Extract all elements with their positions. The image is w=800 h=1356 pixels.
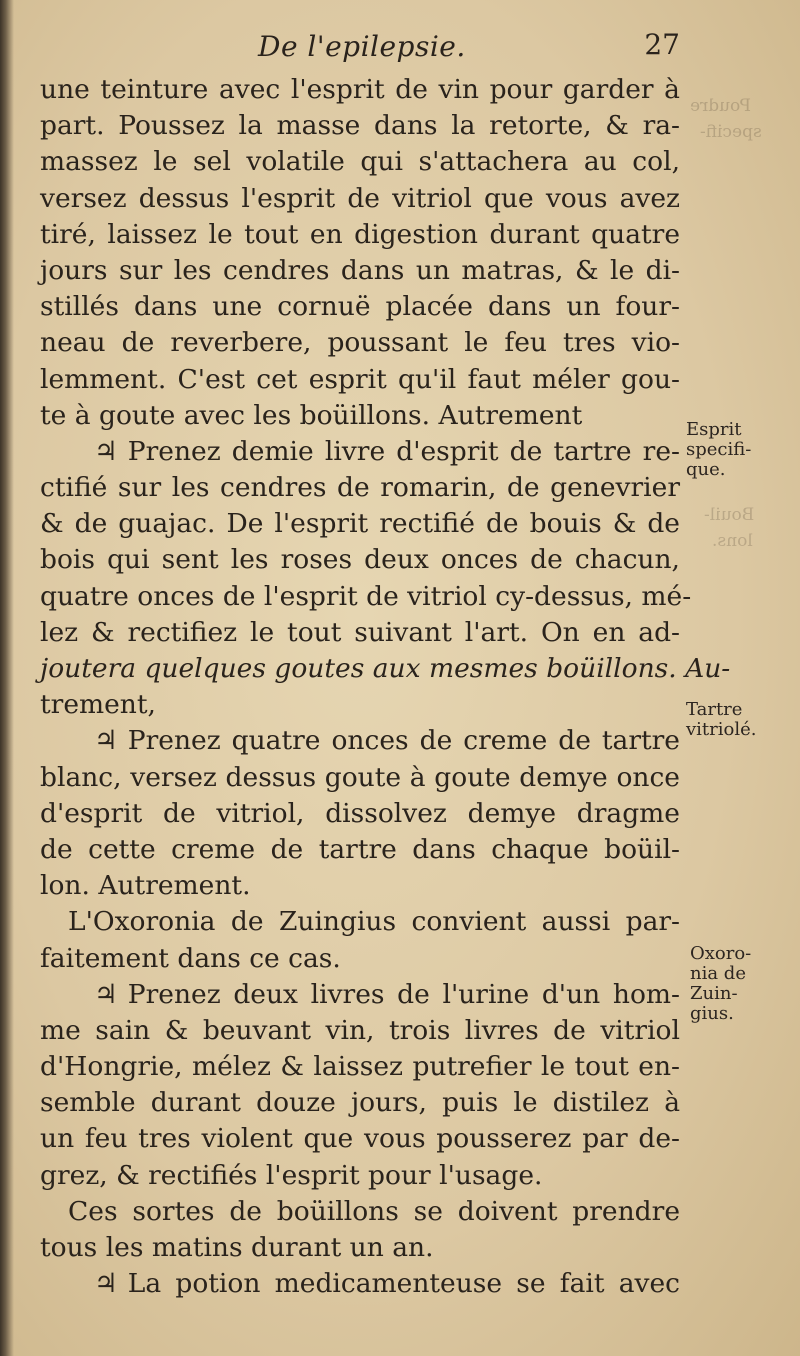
recipe-symbol: ♃ [94, 435, 118, 467]
binding-shadow [0, 0, 14, 1356]
margin-note-line: nia de [690, 963, 746, 984]
page-header [40, 26, 680, 70]
margin-note-line: Oxoro- [690, 943, 752, 964]
text-line: Prenez deux livres de l'urine d'un hom- [127, 978, 680, 1010]
margin-note-tartre [686, 700, 786, 740]
text-line: stillés dans une cornuë placée dans un four- [40, 291, 680, 323]
text-line: d'esprit de vitriol, dissolvez demye dragme [40, 797, 680, 829]
text-line: lemment. C'est cet esprit qu'il faut méler gou- [40, 363, 680, 395]
text-line: quatre onces de l'esprit de vitriol cy-dessus, mé- [40, 580, 692, 612]
margin-note-line: specifi- [686, 439, 752, 460]
recipe-line [40, 1266, 680, 1302]
text-line: grez, & rectifiés l'esprit pour l'usage. [40, 1159, 543, 1191]
page-number: 27 [644, 28, 680, 61]
margin-note-line: Esprit [686, 419, 742, 440]
text-line: trement, [40, 689, 156, 721]
margin-note-line: vitriolé. [686, 719, 757, 740]
text-line: jours sur les cendres dans un matras, & le di- [40, 254, 680, 286]
text-line: un feu tres violent que vous pousserez par de- [40, 1123, 680, 1155]
margin-note-oxoronia [690, 944, 790, 1024]
bleed-through: Poudre [690, 96, 752, 116]
text-line: lez & rectifiez le tout suivant l'art. On en ad- [40, 616, 680, 648]
bleed-through: specifi- [700, 122, 762, 142]
text-line: Ces sortes de boüillons se doivent prendre [68, 1195, 680, 1227]
margin-note-line: Zuin- [690, 983, 738, 1004]
text-line: te à goute avec les boüillons. Autrement [40, 399, 583, 431]
text-line: une teinture avec l'esprit de vin pour garder à [40, 74, 680, 105]
recipe-symbol: ♃ [94, 1268, 118, 1300]
text-line: massez le sel volatile qui s'attachera au col, [40, 146, 680, 178]
bleed-through: lons. [712, 531, 753, 551]
recipe-symbol: ♃ [94, 725, 118, 757]
text-line: Prenez quatre onces de creme de tartre [127, 725, 680, 757]
text-line: faitement dans ce cas. [40, 942, 341, 974]
text-line: me sain & beuvant vin, trois livres de vitriol [40, 1014, 680, 1046]
margin-note-esprit [686, 420, 786, 480]
recipe-line [40, 977, 680, 1013]
recipe-line [40, 434, 680, 470]
bleed-through: Bouil- [704, 505, 755, 525]
text-line: d'Hongrie, mélez & laissez putrefier le tout en- [40, 1051, 680, 1083]
text-line: part. Poussez la masse dans la retorte, & ra- [40, 110, 680, 142]
recipe-line [40, 723, 680, 759]
text-line: semble durant douze jours, puis le distilez à [40, 1087, 680, 1119]
running-title: De l'epilepsie. [258, 30, 466, 63]
text-line: La potion medicamenteuse se fait avec [127, 1268, 680, 1300]
text-line: versez dessus l'esprit de vitriol que vous avez [40, 182, 680, 214]
text-line: tiré, laissez le tout en digestion durant quatre [40, 218, 680, 250]
text-line: blanc, versez dessus goute à goute demye once [40, 761, 680, 793]
text-line: de cette creme de tartre dans chaque boüil- [40, 833, 680, 865]
text-line: joutera quelques goutes aux mesmes boüillons. Au- [40, 653, 731, 684]
text-line: neau de reverbere, poussant le feu tres vio- [40, 327, 680, 359]
text-line: lon. Autrement. [40, 870, 251, 902]
text-line: Prenez demie livre d'esprit de tartre re- [127, 435, 680, 467]
text-line: ctifié sur les cendres de romarin, de genevrier [40, 472, 680, 504]
recipe-symbol: ♃ [94, 978, 118, 1010]
text-line: L'Oxoronia de Zuingius convient aussi par- [68, 906, 680, 938]
text-line: tous les matins durant un an. [40, 1232, 434, 1263]
text-line: & de guajac. De l'esprit rectifié de bouis & de [40, 508, 680, 540]
text-line: bois qui sent les roses deux onces de chacun, [40, 544, 680, 576]
margin-note-line: gius. [690, 1003, 734, 1024]
margin-note-line: que. [686, 459, 726, 480]
margin-note-line: Tartre [686, 699, 743, 720]
